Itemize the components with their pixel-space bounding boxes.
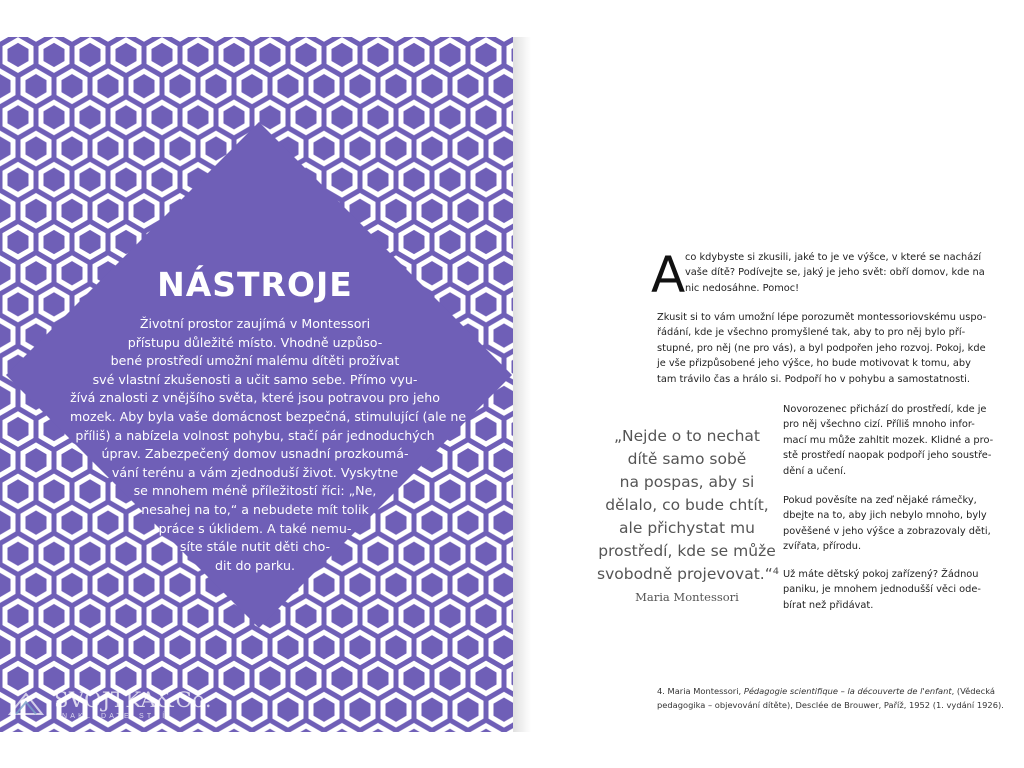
body-paragraph [657, 310, 986, 387]
quote-line: svobodně projevovat.“⁴ [597, 565, 779, 583]
text-line: pověšené v jeho výšce a zobrazovaly děti, [783, 525, 991, 537]
text-line: pro něj všechno cizí. Příliš mnoho infor- [783, 419, 975, 431]
text-line: stě prostředí naopak podpoří jeho soustře- [783, 450, 992, 462]
diamond-text [70, 265, 467, 575]
pull-quote [597, 425, 777, 586]
text-line: bírat než přidávat. [783, 599, 874, 611]
body-line: žívá znalosti z vnějšího světa, které jsou potravou pro jeho [70, 390, 440, 406]
column-paragraph [783, 402, 993, 479]
footnote-line [657, 685, 1004, 699]
text-line: tam trávilo čas a hrálo si. Podpoří ho v pohybu a samostatnosti. [657, 373, 970, 385]
column-paragraph [783, 567, 981, 613]
text-line: dění a učení. [783, 465, 847, 477]
body-line: se mnohem méně příležitostí říci: „Ne, [133, 483, 377, 499]
text-line: Pokud pověsíte na zeď nějaké rámečky, [783, 495, 977, 506]
quote-line: prostředí, kde se může [598, 542, 776, 560]
drop-cap: A [651, 246, 686, 304]
body-line: úprav. Zabezpečený domov usnadní prozkoumá- [101, 446, 409, 462]
footnote [657, 685, 1004, 712]
text-line: zvířata, přírodu. [783, 541, 862, 553]
body-line: síte stále nutit děti cho- [179, 539, 331, 555]
gutter-shadow [513, 37, 531, 732]
left-page [0, 37, 513, 732]
body-line: přístupu důležité místo. Vhodně uzpůso- [127, 334, 383, 350]
quote-line: dítě samo sobě [627, 450, 747, 468]
quote-line: ale přichystat mu [619, 519, 755, 537]
text-line: Novorozenec přichází do prostředí, kde je [783, 404, 987, 415]
footnote-prefix: 4. Maria Montessori, [657, 686, 744, 696]
text-line: dbejte na to, aby jich nebylo mnoho, byly [783, 510, 987, 522]
footnote-title: Pédagogie scientifique – la découverte de l'enfant [743, 686, 952, 696]
quote-line: dělalo, co bude chtít, [605, 496, 769, 514]
section-body [70, 315, 467, 575]
footnote-rest: , (Vědecká [951, 686, 995, 696]
quote-line: „Nejde o to nechat [614, 427, 760, 445]
text-line: co kdybyste si zkusili, jaké to je ve výšce, v které se nachází [685, 252, 982, 263]
right-page [531, 37, 1024, 732]
column-paragraph [783, 493, 991, 555]
quote-author: Maria Montessori [635, 590, 739, 604]
publisher-logo [6, 688, 213, 724]
text-line: je vše přizpůsobené jeho výšce, ho bude motivovat k tomu, aby [657, 358, 971, 370]
text-line: Zkusit si to vám umožní lépe porozumět montessoriovskému uspo- [657, 312, 987, 323]
text-line: řádání, kde je všechno promyšlené tak, aby to pro něj bylo pří- [657, 327, 966, 339]
body-line: nesahej na to,“ a nebudete mít tolik [141, 501, 369, 517]
body-line: práce s úklidem. A také nemu- [158, 520, 352, 536]
text-line: paniku, je mnohem jednodušší věci ode- [783, 584, 981, 596]
body-line: bené prostředí umožní malému dítěti prožívat [110, 353, 400, 369]
footnote-line: pedagogika – objevování dítěte), Desclée de Brouwer, Paříž, 1952 (1. vydání 1926). [657, 699, 1004, 710]
logo-subtitle: NAKLADATELSTVÍ [62, 713, 168, 720]
text-line: Už máte dětský pokoj zařízený? Žádnou [783, 569, 979, 580]
section-title: NÁSTROJE [157, 265, 353, 304]
text-line: mací mu může zahltit mozek. Klidné a pro- [783, 434, 994, 446]
body-line: vání terénu a vám zjednoduší život. Vyskytne [111, 464, 399, 480]
body-line: Životní prostor zaujímá v Montessori [139, 316, 371, 331]
text-line: nic nedosáhne. Pomoc! [685, 282, 800, 294]
logo-name: SVOJTKA&Co. [54, 688, 213, 712]
body-line: příliš) a nabízela volnost pohybu, stačí pár jednoduchých [75, 427, 435, 443]
text-line: stupné, pro něj (ne pro vás), a byl podpořen jeho rozvoj. Pokoj, kde [657, 342, 986, 354]
body-line: mozek. Aby byla vaše domácnost bezpečná, stimulující (ale ne [70, 408, 467, 424]
quote-line: na pospas, aby si [619, 473, 755, 491]
intro-paragraph [685, 250, 985, 296]
body-line: své vlastní zkušenosti a učit samo sebe. Přímo vyu- [92, 371, 418, 387]
body-line: dit do parku. [215, 557, 295, 573]
text-line: vaše dítě? Podívejte se, jaký je jeho svět: obří domov, kde na [685, 267, 985, 279]
book-logo-icon [6, 690, 46, 720]
